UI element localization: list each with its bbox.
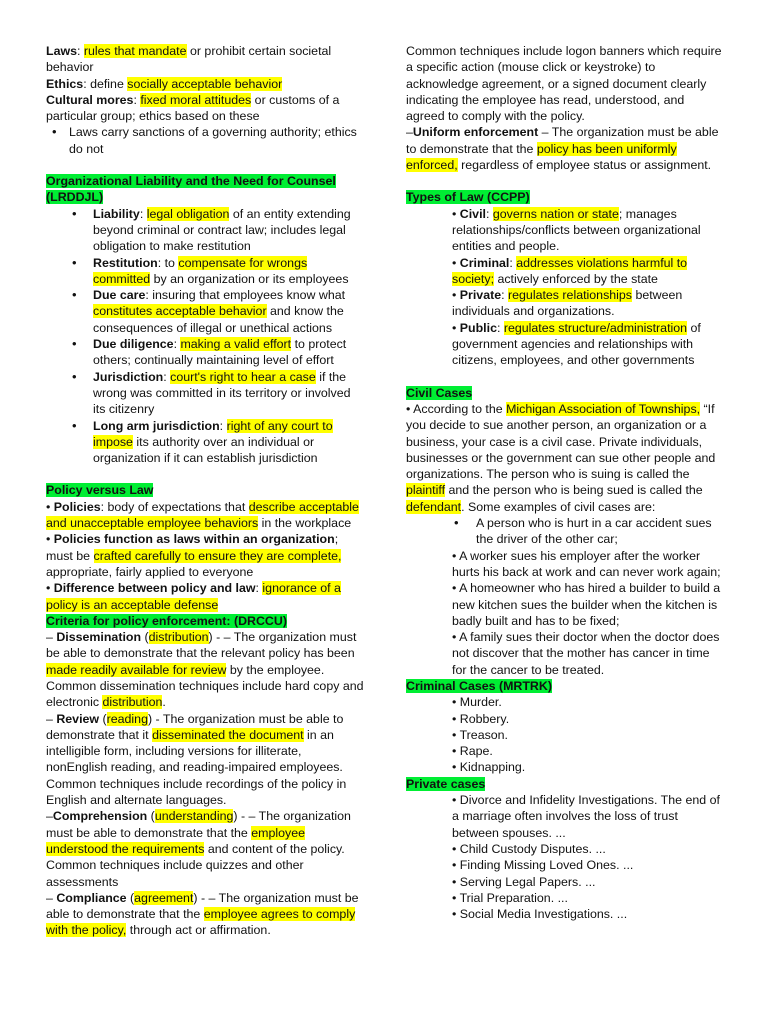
comprehension-item: –Comprehension (understanding) - – The organization must be able to demonstrate that the employee understood the requirements and content of the policy. Common techniques include quizzes and other assessments bbox=[46, 809, 351, 889]
civil-examples bbox=[406, 548, 724, 678]
list-item: • Child Custody Disputes. ... bbox=[452, 841, 606, 856]
liability-heading: Organizational Liability and the Need for Counsel (LRDDJL) bbox=[46, 174, 336, 205]
right-column bbox=[406, 43, 724, 922]
criminal-list bbox=[406, 694, 724, 775]
list-item: • Social Media Investigations. ... bbox=[452, 907, 628, 922]
review-item: – Review (reading) - The organization must be able to demonstrate that it disseminated the document in an intelligible form, including versions for illiterate, nonEnglish reading, and reading-impaired employees. Common techniques include recordings of the policy in English and alternate languages. bbox=[46, 711, 347, 808]
list-item: • Criminal: addresses violations harmful to society; actively enforced by the state bbox=[452, 255, 688, 286]
list-item: • Public: regulates structure/administration of government agencies and relationships with citizens, employees, and other governments bbox=[452, 320, 701, 368]
list-item: • A homeowner who has hired a builder to build a new kitchen sues the builder when the kitchen is badly built and has to be fixed; bbox=[452, 581, 721, 628]
policy-law-difference: • Difference between policy and law: ignorance of a policy is an acceptable defense bbox=[46, 581, 341, 612]
private-list bbox=[406, 792, 724, 922]
ethics-definition: Ethics: define socially acceptable behavior bbox=[46, 76, 283, 91]
types-heading: Types of Law (CCPP) bbox=[406, 190, 530, 205]
types-list bbox=[406, 206, 724, 369]
list-item: • Due diligence: making a valid effort to protect others; continually maintaining level of effort bbox=[46, 336, 364, 369]
list-item: • Restitution: to compensate for wrongs committed by an organization or its employees bbox=[46, 255, 364, 288]
list-item: • Serving Legal Papers. ... bbox=[452, 874, 596, 889]
criteria-heading: Criteria for policy enforcement: (DRCCU) bbox=[46, 613, 287, 628]
liability-list bbox=[46, 206, 364, 467]
list-item: • Private: regulates relationships between individuals and organizations. bbox=[452, 288, 683, 319]
list-item: • A person who is hurt in a car accident sues the driver of the other car; bbox=[406, 515, 724, 548]
mores-definition: Cultural mores: fixed moral attitudes or customs of a particular group; ethics based on these bbox=[46, 92, 340, 124]
list-item: • Jurisdiction: court's right to hear a case if the wrong was committed in its territory or involved its citizenry bbox=[46, 369, 364, 418]
sanctions-bullet: • Laws carry sanctions of a governing authority; ethics do not bbox=[46, 124, 364, 157]
list-item: • Treason. bbox=[452, 727, 508, 742]
list-item: • Trial Preparation. ... bbox=[452, 890, 568, 905]
criminal-heading: Criminal Cases (MRTRK) bbox=[406, 678, 552, 693]
list-item: • Rape. bbox=[452, 744, 493, 759]
list-item: • Due care: insuring that employees know what constitutes acceptable behavior and know the consequences of illegal or unethical actions bbox=[46, 287, 364, 336]
list-item: • Long arm jurisdiction: right of any court to impose its authority over an individual or organization if it can establish jurisdiction bbox=[46, 418, 364, 467]
policy-heading: Policy versus Law bbox=[46, 483, 154, 498]
techniques-paragraph: Common techniques include logon banners which require a specific action (mouse click or keystroke) to acknowledge agreement, or a signed document clearly indicating the employee has read, understood, and agreed to comply with the policy. bbox=[406, 44, 722, 124]
laws-definition: Laws: rules that mandate or prohibit certain societal behavior bbox=[46, 44, 332, 75]
list-item: • Liability: legal obligation of an entity extending beyond criminal or contract law; includes legal obligation to make restitution bbox=[46, 206, 364, 255]
civil-heading: Civil Cases bbox=[406, 385, 473, 400]
list-item: • Finding Missing Loved Ones. ... bbox=[452, 858, 634, 873]
policies-function: • Policies function as laws within an organization; must be crafted carefully to ensure they are complete, appropriate, fairly applied to everyone bbox=[46, 532, 342, 579]
list-item: • A family sues their doctor when the doctor does not discover that the mother has cancer in time for the cancer to be treated. bbox=[452, 630, 720, 677]
list-item: • Civil: governs nation or state; manages relationships/conflicts between organizational entities and people. bbox=[452, 206, 701, 254]
list-item: • Kidnapping. bbox=[452, 760, 526, 775]
compliance-item: – Compliance (agreement) - – The organization must be able to demonstrate that the employee agrees to comply with the policy, through act or affirmation. bbox=[46, 890, 359, 938]
left-column bbox=[46, 43, 364, 939]
civil-paragraph: • According to the Michigan Association of Townships, “If you decide to sue another person, an organization or a business, your case is a civil case. Private individuals, businesses or the government can sue other people and organizations. The person who is suing is called the plaintiff and the person who is being sued is called the defendant. Some examples of civil cases are: bbox=[406, 401, 716, 514]
uniform-enforcement: –Uniform enforcement – The organization must be able to demonstrate that the policy has been uniformly enforced, regardless of employee status or assignment. bbox=[406, 125, 719, 173]
policies-definition: • Policies: body of expectations that describe acceptable and unacceptable employee behaviors in the workplace bbox=[46, 499, 359, 531]
list-item: • Robbery. bbox=[452, 711, 510, 726]
list-item: • Murder. bbox=[452, 695, 502, 710]
dissemination-item: – Dissemination (distribution) - – The organization must be able to demonstrate that the relevant policy has been made readily available for review by the employee. Common dissemination techniques include hard copy and electronic distribution. bbox=[46, 630, 364, 710]
list-item: • A worker sues his employer after the worker hurts his back at work and can never work again; bbox=[452, 548, 721, 579]
private-heading: Private cases bbox=[406, 776, 486, 791]
list-item: • Divorce and Infidelity Investigations. The end of a marriage often involves the loss of trust between spouses. ... bbox=[452, 793, 720, 840]
